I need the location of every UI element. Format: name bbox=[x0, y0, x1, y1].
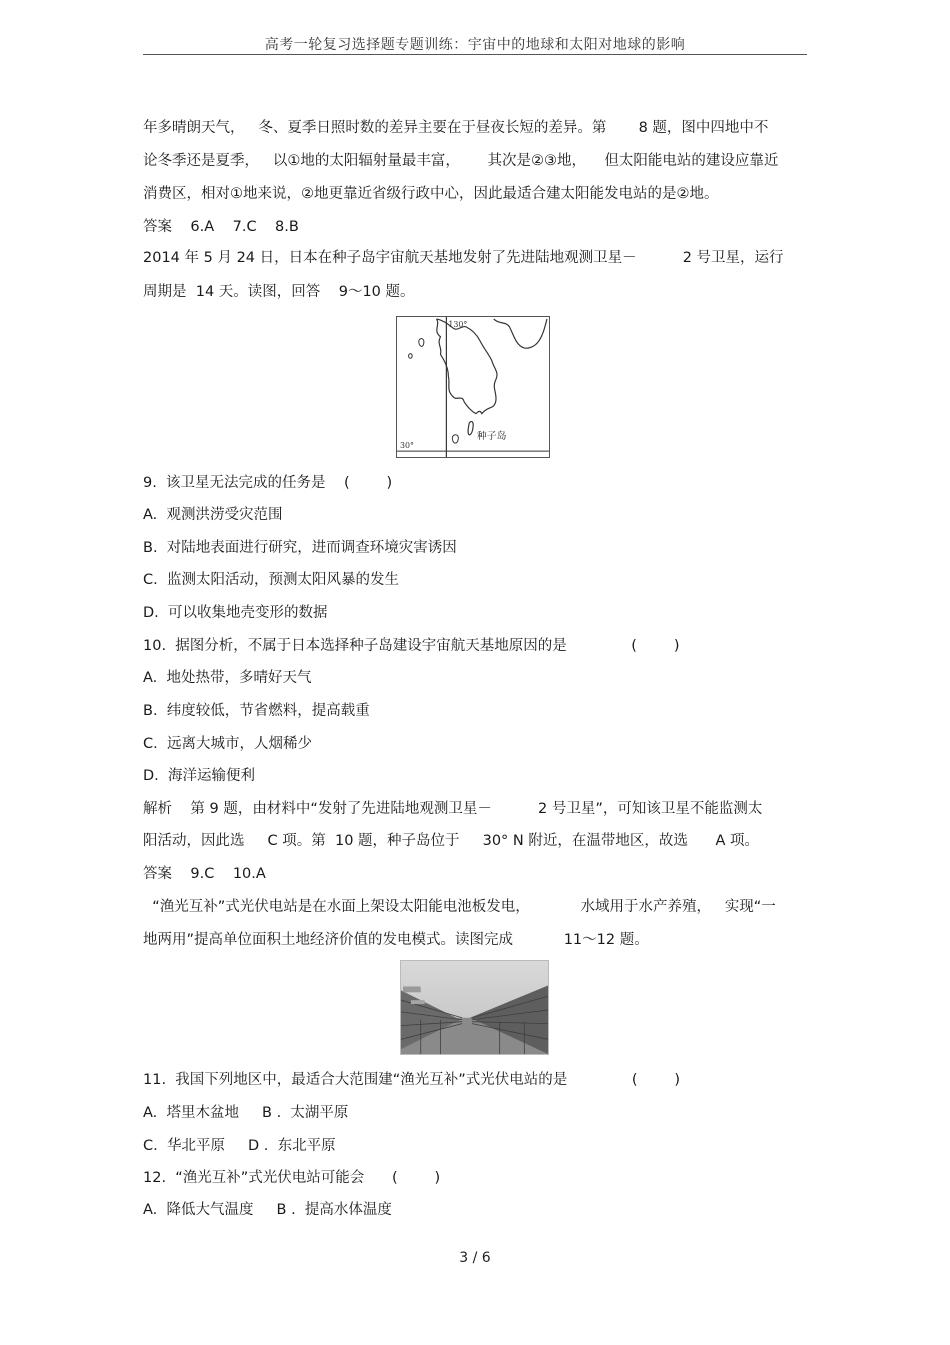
header-divider bbox=[143, 54, 807, 55]
body-line: 论冬季还是夏季， 以①地的太阳辐射量最丰富， 其次是②③地， 但太阳能电站的建设应靠近 bbox=[143, 153, 779, 169]
question-9: 9. 该卫星无法完成的任务是 ( ) bbox=[143, 475, 393, 491]
body-line: 2014 年 5 月 24 日，日本在种子岛宇宙航天基地发射了先进陆地观测卫星－ 2 号卫星，运行 bbox=[143, 250, 784, 266]
options-11cd: C. 华北平原 D . 东北平原 bbox=[143, 1138, 336, 1154]
latitude-label: 30° bbox=[400, 441, 415, 451]
body-line: 地两用”提高单位面积土地经济价值的发电模式。读图完成 11～12 题。 bbox=[143, 932, 649, 948]
island-outline bbox=[419, 339, 424, 347]
option-10b: B. 纬度较低，节省燃料，提高载重 bbox=[143, 703, 370, 719]
yakushima-outline bbox=[452, 435, 458, 443]
longitude-label: 130° bbox=[448, 319, 468, 329]
option-9a: A. 观测洪涝受灾范围 bbox=[143, 507, 283, 523]
explanation-line: 阳活动，因此选 C 项。第 10 题，种子岛位于 30° N 附近，在温带地区，故选 A 项。 bbox=[143, 833, 760, 849]
option-9d: D. 可以收集地壳变形的数据 bbox=[143, 605, 328, 621]
option-9c: C. 监测太阳活动，预测太阳风暴的发生 bbox=[143, 572, 399, 588]
japan-map-figure bbox=[396, 316, 550, 458]
tanegashima-label: 种子岛 bbox=[476, 431, 507, 443]
question-10: 10. 据图分析，不属于日本选择种子岛建设宇宙航天基地原因的是 ( ) bbox=[143, 638, 680, 654]
body-line: 年多晴朗天气， 冬、夏季日照时数的差异主要在于昼夜长短的差异。第 8 题，图中四地中不 bbox=[143, 120, 769, 136]
question-11: 11. 我国下列地区中，最适合大范围建“渔光互补”式光伏电站的是 ( ) bbox=[143, 1072, 681, 1088]
tanegashima-outline bbox=[468, 421, 473, 434]
answer-line: 答案 9.C 10.A bbox=[143, 866, 266, 882]
option-10a: A. 地处热带，多晴好天气 bbox=[143, 670, 312, 686]
answer-line: 答案 6.A 7.C 8.B bbox=[143, 219, 299, 235]
options-11ab: A. 塔里木盆地 B . 太湖平原 bbox=[143, 1105, 349, 1121]
question-12: 12. “渔光互补”式光伏电站可能会 ( ) bbox=[143, 1170, 441, 1186]
island-outline bbox=[409, 354, 412, 359]
body-line: 消费区，相对①地来说，②地更靠近省级行政中心，因此最适合建太阳能发电站的是②地。 bbox=[143, 186, 719, 202]
page-header-title: 高考一轮复习选择题专题训练：宇宙中的地球和太阳对地球的影响 bbox=[264, 37, 686, 53]
page-number: 3 / 6 bbox=[459, 1250, 491, 1266]
option-10c: C. 远离大城市，人烟稀少 bbox=[143, 736, 312, 752]
solar-farm-photo bbox=[400, 960, 549, 1055]
body-line: “渔光互补”式光伏电站是在水面上架设太阳能电池板发电， 水域用于水产养殖， 实现“一 bbox=[143, 899, 776, 915]
kyushu-outline bbox=[437, 319, 497, 414]
option-9b: B. 对陆地表面进行研究，进而调查环境灾害诱因 bbox=[143, 540, 457, 556]
body-line: 周期是 14 天。读图，回答 9～10 题。 bbox=[143, 284, 415, 300]
honshu-outline bbox=[494, 319, 547, 348]
map-drawing bbox=[397, 317, 549, 457]
explanation-line: 解析 第 9 题，由材料中“发射了先进陆地观测卫星－ 2 号卫星”，可知该卫星不能监测太 bbox=[143, 801, 763, 817]
option-10d: D. 海洋运输便利 bbox=[143, 768, 255, 784]
options-12ab: A. 降低大气温度 B . 提高水体温度 bbox=[143, 1202, 392, 1218]
